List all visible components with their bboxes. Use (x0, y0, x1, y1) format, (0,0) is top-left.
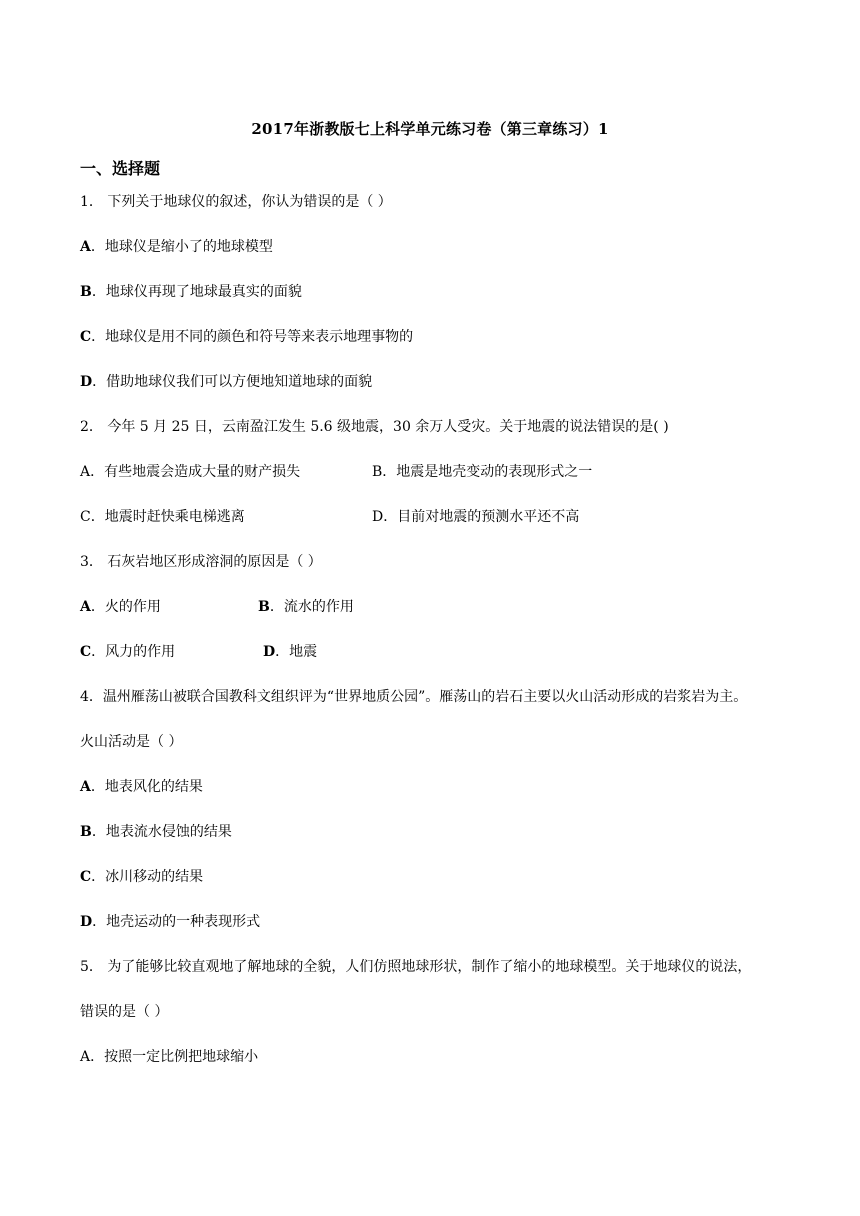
question-4-option-b: B．地表流水侵蚀的结果 (80, 824, 232, 840)
question-4-option-a: A．地表风化的结果 (80, 779, 203, 795)
question-1-option-c: C．地球仪是用不同的颜色和符号等来表示地理事物的 (80, 329, 414, 345)
question-2-stem: 2． 今年 5 月 25 日，云南盈江发生 5.6 级地震，30 余万人受灾。关于地震的说法错误的是( ) (80, 419, 669, 435)
question-4-stem: 4．温州雁荡山被联合国教科文组织评为“世界地质公园”。雁荡山的岩石主要以火山活动形成的岩浆岩为主。 (80, 689, 748, 705)
question-4-option-d: D．地壳运动的一种表现形式 (80, 914, 261, 930)
question-1-option-b: B．地球仪再现了地球最真实的面貌 (80, 284, 302, 300)
question-1-option-a: A．地球仪是缩小了的地球模型 (80, 239, 273, 255)
question-3-option-a: A．火的作用 (80, 599, 161, 615)
question-5-stem: 5． 为了能够比较直观地了解地球的全貌，人们仿照地球形状，制作了缩小的地球模型。关于地球仪的说法， (80, 959, 752, 975)
question-2-option-a: A．有些地震会造成大量的财产损失 (80, 464, 301, 480)
question-3-option-d: D．地震 (263, 644, 318, 660)
question-2-option-c: C．地震时赶快乘电梯逃离 (80, 509, 245, 525)
question-4-stem-continued: 火山活动是（ ） (80, 734, 183, 750)
question-2-option-d: D．目前对地震的预测水平还不高 (372, 509, 580, 525)
question-2-option-b: B．地震是地壳变动的表现形式之一 (372, 464, 593, 480)
question-5-option-a: A．按照一定比例把地球缩小 (80, 1049, 259, 1065)
question-4-option-c: C．冰川移动的结果 (80, 869, 204, 885)
section-heading: 一、选择题 (80, 159, 161, 178)
question-3-option-c: C．风力的作用 (80, 644, 176, 660)
question-5-stem-continued: 错误的是（ ） (80, 1004, 169, 1020)
question-3-stem: 3． 石灰岩地区形成溶洞的原因是（ ） (80, 554, 322, 570)
page-title: 2017年浙教版七上科学单元练习卷（第三章练习）1 (251, 120, 609, 138)
question-3-option-b: B．流水的作用 (258, 599, 354, 615)
question-1-option-d: D．借助地球仪我们可以方便地知道地球的面貌 (80, 374, 373, 390)
question-1-stem: 1． 下列关于地球仪的叙述，你认为错误的是（ ） (80, 194, 392, 210)
